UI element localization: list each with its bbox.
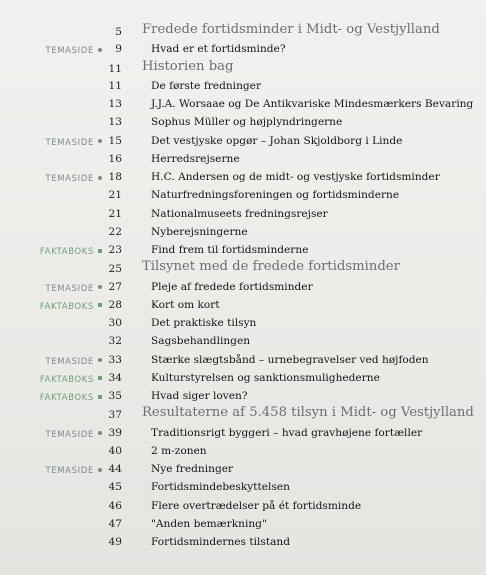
chapter-title: Historien bag — [142, 58, 234, 74]
entry-title: Fortidsmindernes tilstand — [151, 536, 290, 548]
toc-entry-row — [0, 387, 486, 405]
page-number: 47 — [108, 517, 122, 530]
page-number: 37 — [108, 409, 122, 422]
tag-label: TEMASIDE — [45, 45, 94, 56]
toc-entry-row — [0, 369, 486, 387]
entry-title: Naturfredningsforeningen og fortidsminderne — [151, 189, 400, 202]
chapter-title: Resultaterne af 5.458 tilsyn i Midt- og Vestjylland — [142, 405, 474, 421]
page-number: 39 — [108, 426, 122, 439]
page-number: 25 — [108, 263, 122, 276]
entry-title: Kort om kort — [151, 298, 220, 311]
toc-entry-row — [0, 533, 486, 551]
toc-chapter-row — [0, 259, 486, 277]
entry-title: H.C. Andersen og de midt- og vestjyske fortidsminder — [151, 171, 440, 183]
temaside-tag — [46, 464, 103, 476]
circle-bullet-icon — [98, 48, 102, 52]
page-number: 9 — [115, 43, 122, 56]
entry-title: Kulturstyrelsen og sanktionsmulighederne — [151, 371, 380, 384]
page-number: 16 — [108, 152, 122, 165]
entry-title: Fortidsmindebeskyttelsen — [151, 481, 290, 494]
toc-entry-row — [0, 351, 486, 369]
page-number: 11 — [108, 62, 122, 75]
temaside-tag — [46, 44, 103, 56]
toc-entry-row — [0, 515, 486, 533]
toc-entry-row — [0, 332, 486, 350]
entry-title: "Anden bemærkning" — [151, 517, 267, 530]
page-number: 30 — [108, 317, 122, 329]
page-number: 18 — [108, 171, 122, 183]
temaside-tag — [46, 172, 103, 184]
circle-bullet-icon — [98, 358, 102, 362]
entry-title: Herredsrejserne — [151, 152, 240, 165]
tag-label: FAKTABOKS — [39, 246, 94, 256]
entry-title: 2 m-zonen — [151, 444, 207, 457]
toc-entry-row — [0, 460, 486, 478]
entry-title: Find frem til fortidsminderne — [151, 244, 309, 256]
temaside-tag — [46, 282, 103, 294]
square-bullet-icon — [98, 395, 102, 399]
page-number: 33 — [108, 353, 122, 366]
entry-title: De første fredninger — [151, 79, 262, 92]
page-number: 27 — [108, 280, 122, 293]
page-number: 49 — [108, 536, 122, 548]
faktaboks-tag — [40, 373, 102, 385]
page-number: 23 — [108, 244, 122, 256]
page-number: 44 — [108, 463, 122, 475]
page-number: 32 — [108, 335, 122, 348]
tag-label: TEMASIDE — [45, 465, 94, 475]
page-number: 46 — [108, 499, 122, 512]
toc-entry-row — [0, 40, 486, 58]
entry-title: Sagsbehandlingen — [151, 335, 251, 348]
circle-bullet-icon — [98, 468, 102, 472]
page-number: 28 — [108, 298, 122, 311]
entry-title: Stærke slægtsbånd – urnebegravelser ved højfoden — [151, 353, 429, 366]
entry-title: Det praktiske tilsyn — [151, 317, 257, 329]
toc-entry-row — [0, 113, 486, 131]
entry-title: Traditionsrigt byggeri – hvad gravhøjene fortæller — [151, 426, 423, 439]
entry-title: Nye fredninger — [151, 463, 234, 475]
tag-label: FAKTABOKS — [39, 392, 94, 402]
toc-entry-row — [0, 278, 486, 296]
toc-entry-row — [0, 205, 486, 223]
entry-title: Nyberejsningerne — [151, 225, 248, 238]
page-number: 40 — [108, 444, 122, 457]
toc-entry-row — [0, 478, 486, 496]
tag-label: FAKTABOKS — [39, 300, 94, 311]
entry-title: Sophus Müller og højplyndringerne — [151, 116, 343, 129]
entry-title: Det vestjyske opgør – Johan Skjoldborg i Linde — [151, 134, 403, 147]
toc-entry-row — [0, 132, 486, 150]
tag-label: TEMASIDE — [45, 428, 94, 439]
table-of-contents — [0, 22, 486, 551]
toc-entry-row — [0, 168, 486, 186]
faktaboks-tag — [40, 300, 102, 312]
entry-title: Pleje af fredede fortidsminder — [151, 280, 313, 293]
toc-entry-row — [0, 150, 486, 168]
tag-label: TEMASIDE — [45, 355, 94, 366]
toc-entry-row — [0, 314, 486, 332]
square-bullet-icon — [98, 376, 102, 380]
circle-bullet-icon — [98, 431, 102, 435]
toc-chapter-row — [0, 405, 486, 423]
entry-title: Flere overtrædelser på ét fortidsminde — [151, 499, 362, 512]
page-number: 35 — [108, 390, 122, 402]
page-number: 21 — [108, 207, 122, 220]
toc-entry-row — [0, 442, 486, 460]
page-number: 15 — [108, 134, 122, 147]
entry-title: J.J.A. Worsaae og De Antikvariske Mindesmærkers Bevaring — [151, 98, 474, 110]
square-bullet-icon — [98, 249, 102, 253]
page-number: 22 — [108, 225, 122, 238]
page-number: 13 — [108, 98, 122, 110]
toc-entry-row — [0, 241, 486, 259]
entry-title: Hvad siger loven? — [151, 390, 248, 402]
page-number: 34 — [108, 371, 122, 384]
chapter-title: Fredede fortidsminder i Midt- og Vestjylland — [142, 22, 440, 37]
entry-title: Nationalmuseets fredningsrejser — [151, 207, 328, 220]
tag-label: TEMASIDE — [45, 282, 94, 293]
temaside-tag — [46, 428, 103, 440]
toc-chapter-row — [0, 59, 486, 77]
chapter-title: Tilsynet med de fredede fortidsminder — [142, 259, 400, 275]
toc-entry-row — [0, 186, 486, 204]
page-number: 13 — [108, 116, 122, 129]
page-number: 45 — [108, 481, 122, 494]
toc-entry-row — [0, 497, 486, 515]
temaside-tag — [46, 355, 103, 367]
page-number: 11 — [108, 79, 122, 92]
temaside-tag — [46, 136, 103, 148]
square-bullet-icon — [98, 303, 102, 307]
faktaboks-tag — [40, 245, 102, 257]
toc-entry-row — [0, 77, 486, 95]
page-number: 5 — [115, 26, 122, 38]
circle-bullet-icon — [98, 176, 102, 180]
faktaboks-tag — [40, 391, 102, 403]
entry-title: Hvad er et fortidsminde? — [151, 43, 286, 56]
toc-entry-row — [0, 296, 486, 314]
toc-entry-row — [0, 424, 486, 442]
page-number: 21 — [108, 189, 122, 202]
toc-entry-row — [0, 95, 486, 113]
toc-entry-row — [0, 223, 486, 241]
tag-label: TEMASIDE — [45, 173, 94, 183]
toc-chapter-row — [0, 22, 486, 40]
circle-bullet-icon — [98, 285, 102, 289]
tag-label: TEMASIDE — [45, 136, 94, 147]
circle-bullet-icon — [98, 139, 102, 143]
tag-label: FAKTABOKS — [39, 373, 94, 384]
